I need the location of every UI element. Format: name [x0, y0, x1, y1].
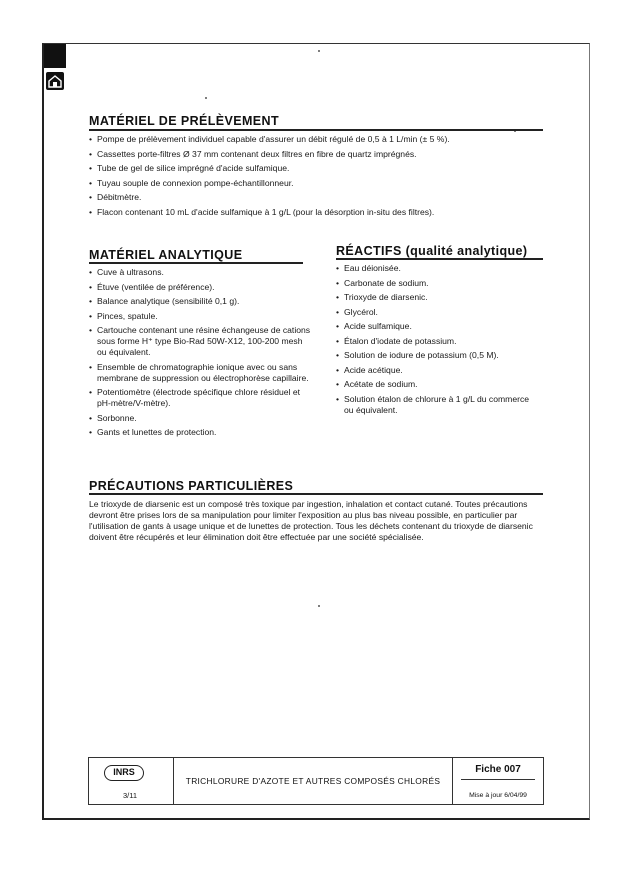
list-item: • Glycérol.	[336, 307, 536, 318]
list-item: • Flacon contenant 10 mL d'acide sulfamique à 1 g/L (pour la désorption in-situ des filtres).	[89, 207, 539, 218]
list-materiel-analytique	[89, 267, 314, 442]
list-item: • Cartouche contenant une résine échangeuse de cations sous forme H⁺ type Bio-Rad 50W-X12, 100-200 mesh ou équivalent.	[89, 325, 314, 358]
list-item: • Débitmètre.	[89, 192, 539, 203]
section-title-reactifs: RÉACTIFS (qualité analytique)	[336, 244, 528, 258]
list-item: • Tuyau souple de connexion pompe-échantillonneur.	[89, 178, 539, 189]
precautions-paragraph: Le trioxyde de diarsenic est un composé très toxique par ingestion, inhalation et contact cutané. Toutes précautions devront être prises lors de sa manipulation pour limiter l'exposition au plus bas niveau possible, en particulier par l'utilisation de gants à usage unique et de lunettes de protection. Tous les déchets contenant du trioxyde de diarsenic doivent être récupérés et leur élimination doit être effectuée par une société spécialisée.	[89, 499, 533, 542]
footer-middle-cell	[173, 758, 453, 804]
section-rule	[89, 129, 543, 131]
list-item: • Acétate de sodium.	[336, 379, 536, 390]
section-rule	[89, 262, 303, 264]
list-item: • Acide acétique.	[336, 365, 536, 376]
page-number: 3/11	[123, 791, 138, 800]
list-item: • Gants et lunettes de protection.	[89, 427, 314, 438]
list-item: • Sorbonne.	[89, 413, 314, 424]
list-item: • Cuve à ultrasons.	[89, 267, 314, 278]
section-rule	[336, 258, 543, 260]
scan-speck	[318, 605, 320, 607]
list-item: • Ensemble de chromatographie ionique avec ou sans membrane de suppression ou électrophorèse capillaire.	[89, 362, 314, 384]
list-item: • Étalon d'iodate de potassium.	[336, 336, 536, 347]
fiche-number: Fiche 007	[475, 764, 521, 775]
list-item: • Potentiomètre (électrode spécifique chlore résiduel et pH-mètre/V-mètre).	[89, 387, 314, 409]
section-title-precautions: PRÉCAUTIONS PARTICULIÈRES	[89, 479, 294, 493]
corner-marker	[44, 44, 66, 68]
list-item: • Trioxyde de diarsenic.	[336, 292, 536, 303]
inrs-logo: INRS	[104, 765, 144, 781]
scan-speck	[318, 50, 320, 52]
list-item: • Solution de iodure de potassium (0,5 M).	[336, 350, 536, 361]
list-materiel-prelevement	[89, 134, 539, 221]
list-reactifs	[336, 263, 536, 419]
footer-right-cell	[452, 758, 543, 804]
list-item: • Acide sulfamique.	[336, 321, 536, 332]
update-date: Mise à jour 6/04/99	[469, 792, 527, 799]
footer-box	[88, 757, 544, 805]
house-icon	[46, 72, 64, 90]
list-item: • Solution étalon de chlorure à 1 g/L du commerce ou équivalent.	[336, 394, 536, 416]
list-item: • Pompe de prélèvement individuel capable d'assurer un débit régulé de 0,5 à 1 L/min (± 5 %).	[89, 134, 539, 145]
list-item: • Carbonate de sodium.	[336, 278, 536, 289]
list-item: • Pinces, spatule.	[89, 311, 314, 322]
footer-divider	[461, 779, 535, 780]
list-item: • Tube de gel de silice imprégné d'acide sulfamique.	[89, 163, 539, 174]
list-item: • Cassettes porte-filtres Ø 37 mm contenant deux filtres en fibre de quartz imprégnés.	[89, 149, 539, 160]
list-item: • Balance analytique (sensibilité 0,1 g).	[89, 296, 314, 307]
list-item: • Eau déionisée.	[336, 263, 536, 274]
scan-speck	[205, 97, 207, 99]
section-title-materiel-prelevement: MATÉRIEL DE PRÉLÈVEMENT	[89, 114, 280, 128]
section-title-materiel-analytique: MATÉRIEL ANALYTIQUE	[89, 248, 243, 262]
section-rule	[89, 493, 543, 495]
document-title: TRICHLORURE D'AZOTE ET AUTRES COMPOSÉS CHLORÉS	[185, 776, 441, 786]
list-item: • Étuve (ventilée de préférence).	[89, 282, 314, 293]
footer-left-cell	[89, 758, 174, 804]
